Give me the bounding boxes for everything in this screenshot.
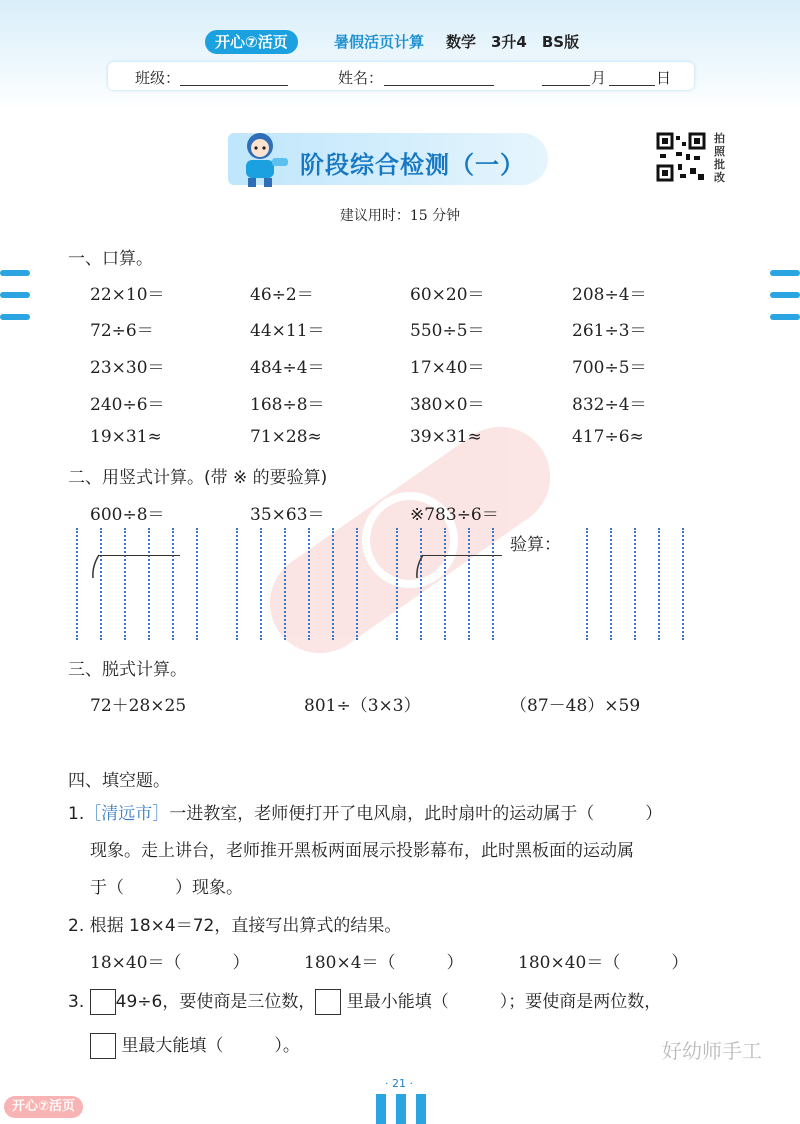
grid-line	[284, 528, 286, 640]
grid-line	[634, 528, 636, 640]
grid-line	[610, 528, 612, 640]
mascot-icon	[232, 128, 292, 190]
qr-code-icon[interactable]	[656, 132, 706, 182]
header-band	[0, 0, 800, 110]
bottom-logo: 开心⑦活页	[4, 1096, 83, 1118]
grid-line	[76, 528, 78, 640]
question-number: 3.	[68, 992, 85, 1012]
digit-box[interactable]	[90, 1033, 116, 1059]
grid-line	[682, 528, 684, 640]
suggested-time: 建议用时：15 分钟	[339, 208, 461, 224]
vertical-problem: 600÷8＝	[90, 505, 165, 525]
fill-blank-item[interactable]: 180×4＝（ ）	[304, 953, 464, 973]
oral-problem: 208÷4＝	[572, 285, 647, 305]
digit-box[interactable]	[315, 989, 341, 1015]
grid-line	[396, 528, 398, 640]
grid-line	[420, 528, 422, 640]
oral-problem: 700÷5＝	[572, 358, 647, 378]
section4-heading: 四、填空题。	[68, 771, 170, 791]
stepwise-problem: （87－48）×59	[510, 696, 641, 716]
footer-bar	[416, 1094, 426, 1124]
oral-problem: 380×0＝	[410, 395, 485, 415]
grid-line	[492, 528, 494, 640]
section1-heading: 一、口算。	[68, 249, 153, 269]
oral-problem: 261÷3＝	[572, 321, 647, 341]
grid-line	[468, 528, 470, 640]
oral-problem: 417÷6≈	[572, 427, 644, 447]
question-text: 一进教室，老师便打开了电风扇，此时扇叶的运动属于（ ）	[169, 804, 663, 824]
oral-problem: 23×30＝	[90, 358, 165, 378]
question-number: 1.	[68, 804, 85, 824]
page-number: · 21 ·	[385, 1077, 413, 1090]
vertical-problem: 35×63＝	[250, 505, 325, 525]
oral-problem: 484÷4＝	[250, 358, 325, 378]
division-bracket-line	[422, 555, 502, 556]
oral-problem: 17×40＝	[410, 358, 485, 378]
question-text: 于（ ）现象。	[90, 878, 243, 898]
credit-watermark: 好幼师手工	[662, 1039, 762, 1063]
side-bar-left	[0, 314, 30, 320]
month-label: 月	[591, 69, 607, 87]
grid-line	[586, 528, 588, 640]
page-title: 阶段综合检测（一）	[300, 151, 525, 179]
grid-line	[332, 528, 334, 640]
oral-problem: 550÷5＝	[410, 321, 485, 341]
footer-bar	[376, 1094, 386, 1124]
check-label: 验算：	[510, 535, 561, 555]
month-field[interactable]	[542, 67, 590, 86]
fill-blank-item[interactable]: 18×40＝（ ）	[90, 953, 250, 973]
oral-problem: 72÷6＝	[90, 321, 154, 341]
grid-line	[356, 528, 358, 640]
grid-line	[124, 528, 126, 640]
grid-line	[658, 528, 660, 640]
oral-problem: 44×11＝	[250, 321, 325, 341]
grid-line	[236, 528, 238, 640]
grid-line	[444, 528, 446, 640]
grid-line	[148, 528, 150, 640]
grid-line	[308, 528, 310, 640]
fill-blank-item[interactable]: 180×40＝（ ）	[518, 953, 689, 973]
stepwise-problem: 72＋28×25	[90, 696, 187, 716]
subject-grade: 数学 3升4 BS版	[446, 33, 580, 51]
side-bar-right	[770, 314, 800, 320]
grid-line	[172, 528, 174, 640]
grid-line	[100, 528, 102, 640]
name-field[interactable]	[384, 67, 494, 86]
question-3	[68, 985, 661, 1019]
question-text: 49÷6，要使商是三位数，	[115, 992, 316, 1012]
stepwise-problem: 801÷（3×3）	[304, 696, 421, 716]
footer-bar	[396, 1094, 406, 1124]
brand-logo: 开心⑦活页	[205, 30, 298, 54]
question-text: 里最小能填（ ）；要使商是两位数，	[346, 992, 662, 1012]
digit-box[interactable]	[90, 989, 116, 1015]
day-label: 日	[656, 69, 672, 87]
class-label: 班级：	[135, 69, 181, 87]
class-field[interactable]	[180, 67, 288, 86]
question-3-cont	[90, 1029, 300, 1063]
question-1	[68, 797, 662, 831]
oral-problem: 39×31≈	[410, 427, 482, 447]
oral-problem: 19×31≈	[90, 427, 162, 447]
qr-caption: 拍照批改	[714, 132, 725, 184]
section3-heading: 三、脱式计算。	[68, 660, 187, 680]
grid-line	[260, 528, 262, 640]
side-bar-left	[0, 292, 30, 298]
oral-problem: 22×10＝	[90, 285, 165, 305]
series-name: 暑假活页计算	[334, 33, 425, 51]
division-bracket-icon	[90, 554, 102, 580]
side-bar-left	[0, 270, 30, 276]
oral-problem: 60×20＝	[410, 285, 485, 305]
division-bracket-icon	[414, 554, 426, 580]
oral-problem: 71×28≈	[250, 427, 322, 447]
question-2: 2. 根据 18×4＝72，直接写出算式的结果。	[68, 916, 402, 936]
question-text: 里最大能填（ ）。	[121, 1036, 300, 1056]
question-text: 现象。走上讲台，老师推开黑板两面展示投影幕布，此时黑板面的运动属	[90, 841, 634, 861]
oral-problem: 240÷6＝	[90, 395, 165, 415]
vertical-problem: ※783÷6＝	[410, 505, 499, 525]
oral-problem: 832÷4＝	[572, 395, 647, 415]
region-tag: ［清远市］	[84, 804, 170, 824]
side-bar-right	[770, 292, 800, 298]
oral-problem: 46÷2＝	[250, 285, 314, 305]
day-field[interactable]	[609, 67, 655, 86]
section2-heading: 二、用竖式计算。(带 ※ 的要验算)	[68, 468, 328, 488]
division-bracket-line	[98, 555, 180, 556]
side-bar-right	[770, 270, 800, 276]
grid-line	[196, 528, 198, 640]
name-label: 姓名：	[338, 69, 384, 87]
oral-problem: 168÷8＝	[250, 395, 325, 415]
